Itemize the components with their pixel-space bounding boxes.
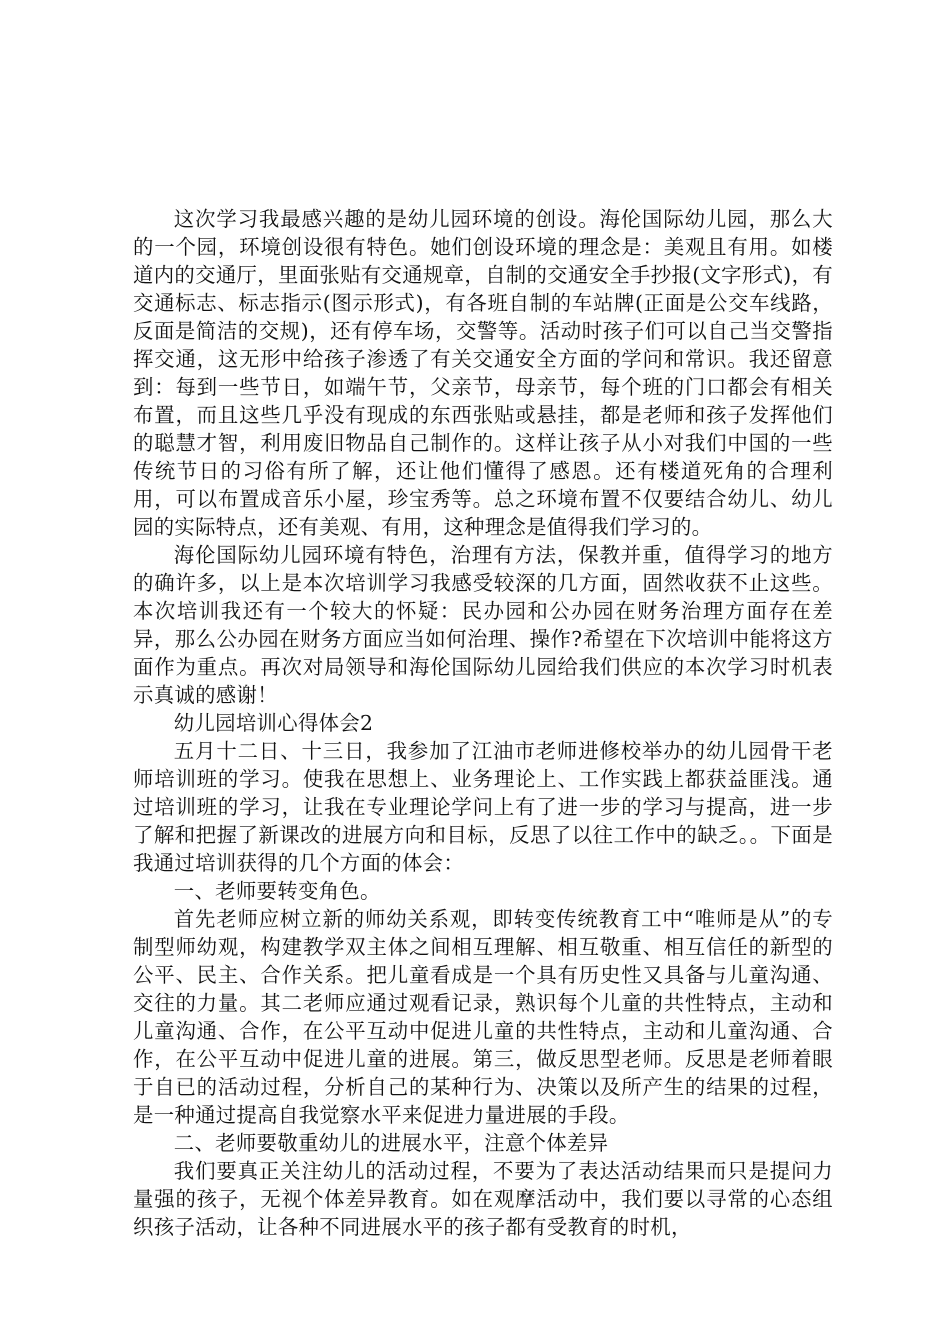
section-title-2: 幼儿园培训心得体会2 <box>173 711 374 735</box>
heading-respect-development: 二、老师要敬重幼儿的进展水平，注意个体差异 <box>173 1131 609 1155</box>
paragraph-environment-creation: 这次学习我最感兴趣的是幼儿园环境的创设。海伦国际幼儿园，那么大的一个园，环境创设很有特色。她们创设环境的理念是：美观且有用。如楼道内的交通厅，里面张贴有交通规章，自制的交通安全手抄报(文字形式)，有交通标志、标志指示(图示形式)，有各班自制的车站牌(正面是公交车线路，反面是简洁的交规)，还有停车场，交警等。活动时孩子们可以自己当交警指挥交通，这无形中给孩子渗透了有关交通安全方面的学问和常识。我还留意到：每到一些节日，如端午节，父亲节，母亲节，每个班的门口都会有相关布置，而且这些几乎没有现成的东西张贴或悬挂，都是老师和孩子发挥他们的聪慧才智，利用废旧物品自己制作的。这样让孩子从小对我们中国的一些传统节日的习俗有所了解，还让他们懂得了感恩。还有楼道死角的合理利用，可以布置成音乐小屋，珍宝秀等。总之环境布置不仅要结合幼儿、幼儿园的实际特点，还有美观、有用，这种理念是值得我们学习的。 <box>133 207 833 539</box>
paragraph-activity-process: 我们要真正关注幼儿的活动过程，不要为了表达活动结果而只是提问力量强的孩子，无视个体差异教育。如在观摩活动中，我们要以寻常的心态组织孩子活动，让各种不同进展水平的孩子都有受教育的时机， <box>133 1159 833 1239</box>
heading-change-role: 一、老师要转变角色。 <box>173 879 381 903</box>
paragraph-teacher-child-relationship: 首先老师应树立新的师幼关系观，即转变传统教育工中“唯师是从”的专制型师幼观，构建教学双主体之间相互理解、相互敬重、相互信任的新型的公平、民主、合作关系。把儿童看成是一个具有历史性又具备与儿童沟通、交往的力量。其二老师应通过观看记录，熟识每个儿童的共性特点，主动和儿童沟通、合作，在公平互动中促进儿童的共性特点，主动和儿童沟通、合作，在公平互动中促进儿童的进展。第三，做反思型老师。反思是老师着眼于自已的活动过程，分析自己的某种行为、决策以及所产生的结果的过程，是一种通过提高自我觉察水平来促进力量进展的手段。 <box>133 907 833 1127</box>
document-body <box>133 205 833 1241</box>
paragraph-summary-and-thanks: 海伦国际幼儿园环境有特色，治理有方法，保教并重，值得学习的地方的确许多，以上是本次培训学习我感受较深的几方面，固然收获不止这些。本次培训我还有一个较大的怀疑：民办园和公办园在财务治理方面存在差异，那么公办园在财务方面应当如何治理、操作?希望在下次培训中能将这方面作为重点。再次对局领导和海伦国际幼儿园给我们供应的本次学习时机表示真诚的感谢！ <box>133 543 833 707</box>
paragraph-training-intro: 五月十二日、十三日，我参加了江油市老师进修校举办的幼儿园骨干老师培训班的学习。使我在思想上、业务理论上、工作实践上都获益匪浅。通过培训班的学习，让我在专业理论学问上有了进一步的学习与提高，进一步了解和把握了新课改的进展方向和目标，反思了以往工作中的缺乏。。下面是我通过培训获得的几个方面的体会： <box>133 739 833 875</box>
